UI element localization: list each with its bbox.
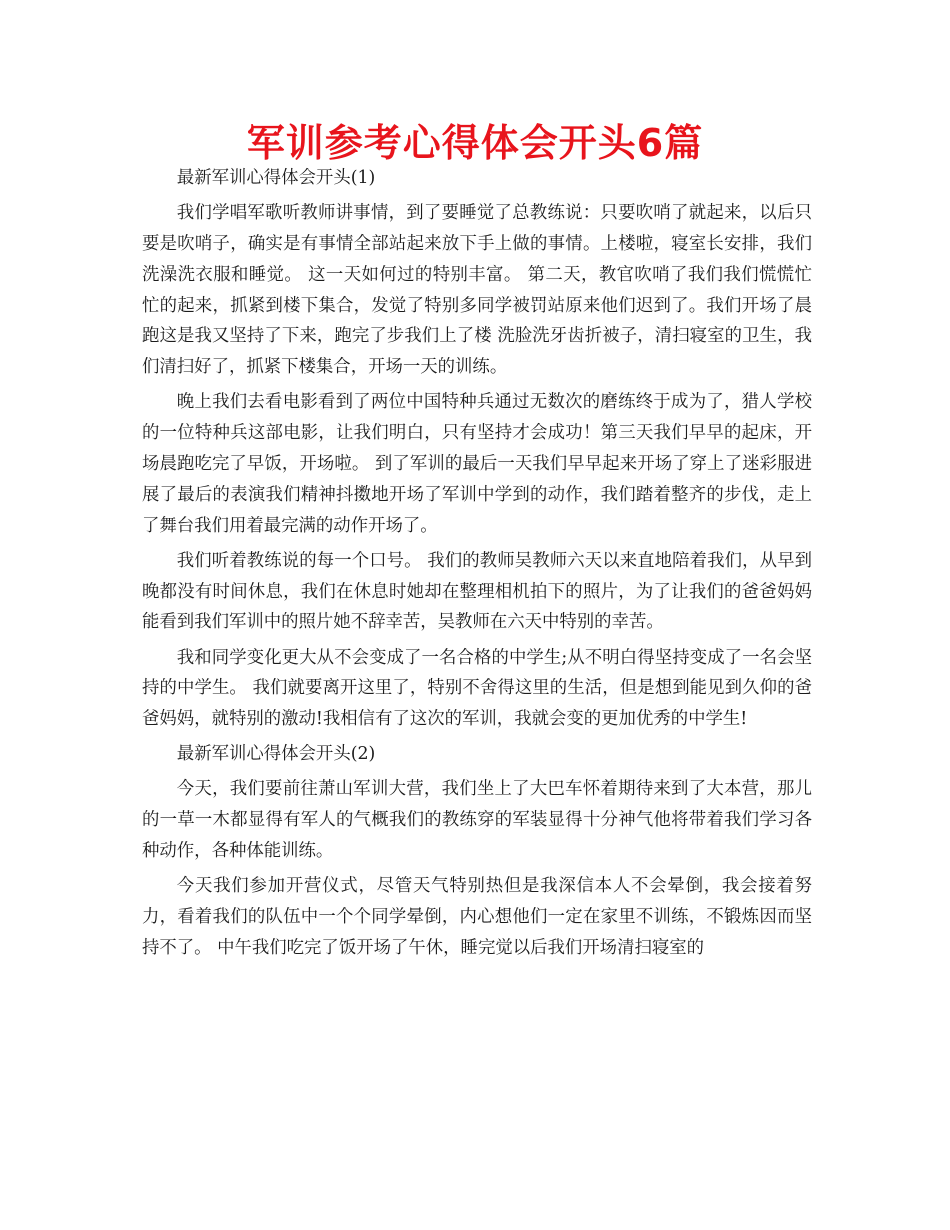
document-body [142, 163, 812, 968]
section-heading: 最新军训心得体会开头(2) [176, 744, 376, 765]
body-paragraph: 今天我们参加开营仪式，尽管天气特别热但是我深信本人不会晕倒，我会接着努力，看着我们的队伍中一个个同学晕倒，内心想他们一定在家里不训练，不锻炼因而坚持不了。 中午我们吃完了饭开场了午休，睡完觉以后我们开场清扫寝室的 [142, 876, 812, 958]
body-paragraph: 我们学唱军歌听教师讲事情，到了要睡觉了总教练说：只要吹哨了就起来，以后只要是吹哨子，确实是有事情全部站起来放下手上做的事情。上楼啦，寝室长安排，我们洗澡洗衣服和睡觉。 这一天如何过的特别丰富。 第二天，教官吹哨了我们我们慌慌忙忙的起来，抓紧到楼下集合，发觉了特别多同学被罚站原来他们迟到了。我们开场了晨跑这是我又坚持了下来，跑完了步我们上了楼 洗脸洗牙齿折被子，清扫寝室的卫生，我们清扫好了，抓紧下楼集合，开场一天的训练。 [142, 203, 812, 378]
body-paragraph: 今天，我们要前往萧山军训大营，我们坐上了大巴车怀着期待来到了大本营，那儿的一草一木都显得有军人的气概我们的教练穿的军装显得十分神气他将带着我们学习各种动作，各种体能训练。 [142, 779, 812, 862]
body-paragraph: 我和同学变化更大从不会变成了一名合格的中学生;从不明白得坚持变成了一名会坚持的中学生。 我们就要离开这里了，特别不舍得这里的生活，但是想到能见到久仰的爸爸妈妈，就特别的激动!我相信有了这次的军训，我就会变的更加优秀的中学生! [142, 647, 812, 730]
document-title: 军训参考心得体会开头6篇 [246, 121, 704, 165]
body-paragraph: 晚上我们去看电影看到了两位中国特种兵通过无数次的磨练终于成为了，猎人学校的一位特种兵这部电影，让我们明白，只有坚持才会成功！第三天我们早早的起床，开场晨跑吃完了早饭，开场啦。 到了军训的最后一天我们早早起来开场了穿上了迷彩服进展了最后的表演我们精神抖擞地开场了军训中学到的动作，我们踏着整齐的步伐，走上了舞台我们用着最完满的动作开场了。 [142, 392, 812, 536]
section-heading: 最新军训心得体会开头(1) [176, 168, 376, 188]
body-paragraph: 我们听着教练说的每一个口号。 我们的教师吴教师六天以来直地陪着我们，从早到晚都没有时间休息，我们在休息时她却在整理相机拍下的照片，为了让我们的爸爸妈妈能看到我们军训中的照片她不辞幸苦，吴教师在六天中特别的幸苦。 [142, 550, 812, 633]
